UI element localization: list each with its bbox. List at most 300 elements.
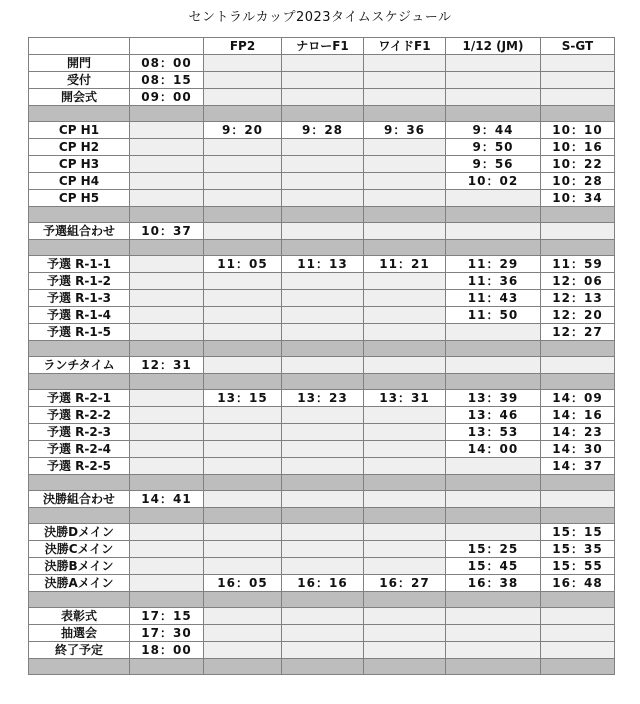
empty-cell [130, 390, 204, 407]
separator-cell [282, 508, 364, 524]
empty-cell [282, 273, 364, 290]
time-cell: 12：20 [541, 307, 615, 324]
empty-cell [541, 642, 615, 659]
time-cell: 10：02 [446, 173, 541, 190]
empty-cell [130, 575, 204, 592]
separator-cell [364, 106, 446, 122]
time-cell: 11：21 [364, 256, 446, 273]
separator-cell [282, 592, 364, 608]
time-cell: 11：50 [446, 307, 541, 324]
time-cell: 12：27 [541, 324, 615, 341]
separator-cell [364, 592, 446, 608]
empty-cell [130, 324, 204, 341]
empty-cell [446, 458, 541, 475]
separator-row [29, 207, 615, 223]
event-label: CP H2 [29, 139, 130, 156]
column-header: S-GT [541, 38, 615, 55]
time-cell: 13：31 [364, 390, 446, 407]
separator-cell [541, 592, 615, 608]
separator-cell [282, 240, 364, 256]
time-cell: 14：30 [541, 441, 615, 458]
separator-row [29, 592, 615, 608]
separator-cell [29, 659, 130, 675]
empty-cell [364, 407, 446, 424]
empty-cell [204, 642, 282, 659]
table-row [29, 491, 615, 508]
empty-cell [130, 424, 204, 441]
time-cell: 10：28 [541, 173, 615, 190]
column-header: ナローF1 [282, 38, 364, 55]
table-row [29, 407, 615, 424]
empty-cell [282, 173, 364, 190]
separator-cell [446, 207, 541, 223]
time-cell: 12：13 [541, 290, 615, 307]
separator-cell [29, 508, 130, 524]
empty-cell [446, 524, 541, 541]
separator-cell [130, 341, 204, 357]
time-cell: 16：05 [204, 575, 282, 592]
time-cell: 11：13 [282, 256, 364, 273]
schedule-body [29, 55, 615, 675]
table-row [29, 256, 615, 273]
empty-cell [130, 122, 204, 139]
separator-cell [282, 106, 364, 122]
event-label: CP H4 [29, 173, 130, 190]
separator-cell [446, 508, 541, 524]
empty-cell [282, 608, 364, 625]
empty-cell [204, 324, 282, 341]
empty-cell [204, 273, 282, 290]
empty-cell [282, 223, 364, 240]
empty-cell [130, 139, 204, 156]
time-cell: 10：37 [130, 223, 204, 240]
empty-cell [446, 223, 541, 240]
empty-cell [282, 190, 364, 207]
event-label: 開会式 [29, 89, 130, 106]
header-blank-cell [29, 38, 130, 55]
separator-cell [364, 341, 446, 357]
separator-cell [282, 659, 364, 675]
empty-cell [364, 307, 446, 324]
time-cell: 08：00 [130, 55, 204, 72]
separator-cell [204, 475, 282, 491]
empty-cell [541, 55, 615, 72]
separator-cell [204, 341, 282, 357]
empty-cell [364, 173, 446, 190]
table-row [29, 458, 615, 475]
separator-cell [204, 240, 282, 256]
separator-cell [364, 659, 446, 675]
separator-cell [364, 207, 446, 223]
separator-cell [29, 106, 130, 122]
empty-cell [282, 458, 364, 475]
separator-cell [204, 106, 282, 122]
separator-row [29, 659, 615, 675]
time-cell: 16：38 [446, 575, 541, 592]
empty-cell [130, 524, 204, 541]
event-label: 決勝Aメイン [29, 575, 130, 592]
table-row [29, 156, 615, 173]
separator-row [29, 240, 615, 256]
time-cell: 17：15 [130, 608, 204, 625]
empty-cell [204, 72, 282, 89]
event-label: 決勝組合わせ [29, 491, 130, 508]
empty-cell [541, 223, 615, 240]
time-cell: 10：22 [541, 156, 615, 173]
empty-cell [130, 273, 204, 290]
empty-cell [364, 273, 446, 290]
empty-cell [130, 541, 204, 558]
empty-cell [446, 491, 541, 508]
separator-cell [446, 592, 541, 608]
time-cell: 14：00 [446, 441, 541, 458]
time-cell: 13：46 [446, 407, 541, 424]
table-row [29, 139, 615, 156]
table-row [29, 575, 615, 592]
empty-cell [446, 55, 541, 72]
empty-cell [282, 642, 364, 659]
time-cell: 9：44 [446, 122, 541, 139]
table-row [29, 223, 615, 240]
time-cell: 14：41 [130, 491, 204, 508]
separator-cell [364, 508, 446, 524]
table-row [29, 524, 615, 541]
separator-cell [541, 475, 615, 491]
separator-cell [29, 475, 130, 491]
empty-cell [282, 290, 364, 307]
empty-cell [282, 441, 364, 458]
separator-cell [29, 341, 130, 357]
empty-cell [446, 608, 541, 625]
empty-cell [282, 139, 364, 156]
separator-cell [446, 341, 541, 357]
table-row [29, 173, 615, 190]
separator-cell [364, 475, 446, 491]
table-row [29, 441, 615, 458]
empty-cell [204, 424, 282, 441]
separator-cell [282, 374, 364, 390]
empty-cell [364, 441, 446, 458]
empty-cell [364, 156, 446, 173]
separator-cell [364, 240, 446, 256]
empty-cell [364, 89, 446, 106]
separator-cell [541, 659, 615, 675]
empty-cell [282, 156, 364, 173]
separator-cell [282, 207, 364, 223]
separator-row [29, 341, 615, 357]
empty-cell [204, 558, 282, 575]
separator-cell [29, 592, 130, 608]
empty-cell [130, 156, 204, 173]
separator-row [29, 508, 615, 524]
time-cell: 13：39 [446, 390, 541, 407]
table-row [29, 608, 615, 625]
empty-cell [364, 223, 446, 240]
time-cell: 10：34 [541, 190, 615, 207]
time-cell: 09：00 [130, 89, 204, 106]
table-row [29, 390, 615, 407]
time-cell: 15：55 [541, 558, 615, 575]
event-label: 受付 [29, 72, 130, 89]
separator-row [29, 475, 615, 491]
time-cell: 9：20 [204, 122, 282, 139]
table-row [29, 541, 615, 558]
empty-cell [364, 424, 446, 441]
empty-cell [446, 625, 541, 642]
table-row [29, 357, 615, 374]
event-label: 決勝Cメイン [29, 541, 130, 558]
empty-cell [204, 89, 282, 106]
table-row [29, 72, 615, 89]
table-row [29, 89, 615, 106]
time-cell: 11：36 [446, 273, 541, 290]
table-row [29, 273, 615, 290]
separator-cell [446, 240, 541, 256]
separator-cell [541, 374, 615, 390]
empty-cell [282, 558, 364, 575]
time-cell: 16：16 [282, 575, 364, 592]
time-cell: 14：23 [541, 424, 615, 441]
empty-cell [364, 642, 446, 659]
separator-cell [446, 106, 541, 122]
event-label: 終了予定 [29, 642, 130, 659]
separator-cell [204, 592, 282, 608]
table-row [29, 290, 615, 307]
empty-cell [364, 139, 446, 156]
empty-cell [446, 324, 541, 341]
time-cell: 15：15 [541, 524, 615, 541]
separator-cell [282, 341, 364, 357]
empty-cell [130, 256, 204, 273]
empty-cell [364, 324, 446, 341]
separator-cell [130, 659, 204, 675]
event-label: 表彰式 [29, 608, 130, 625]
time-cell: 15：25 [446, 541, 541, 558]
empty-cell [204, 156, 282, 173]
empty-cell [204, 407, 282, 424]
time-cell: 17：30 [130, 625, 204, 642]
empty-cell [204, 223, 282, 240]
separator-cell [130, 106, 204, 122]
empty-cell [282, 324, 364, 341]
empty-cell [364, 625, 446, 642]
event-label: 予選 R-1-5 [29, 324, 130, 341]
empty-cell [541, 491, 615, 508]
empty-cell [364, 524, 446, 541]
empty-cell [204, 491, 282, 508]
table-row [29, 190, 615, 207]
table-row [29, 625, 615, 642]
separator-cell [446, 659, 541, 675]
separator-cell [541, 240, 615, 256]
separator-cell [541, 341, 615, 357]
empty-cell [364, 55, 446, 72]
time-cell: 11：05 [204, 256, 282, 273]
event-label: 予選 R-2-1 [29, 390, 130, 407]
empty-cell [364, 458, 446, 475]
empty-cell [204, 441, 282, 458]
empty-cell [541, 357, 615, 374]
separator-cell [29, 374, 130, 390]
table-row [29, 424, 615, 441]
table-row [29, 55, 615, 72]
column-header: FP2 [204, 38, 282, 55]
separator-cell [204, 374, 282, 390]
empty-cell [204, 608, 282, 625]
time-cell: 16：48 [541, 575, 615, 592]
empty-cell [541, 625, 615, 642]
separator-cell [130, 240, 204, 256]
empty-cell [282, 55, 364, 72]
time-cell: 08：15 [130, 72, 204, 89]
time-cell: 14：09 [541, 390, 615, 407]
time-cell: 10：16 [541, 139, 615, 156]
header-blank-cell [130, 38, 204, 55]
empty-cell [446, 642, 541, 659]
time-cell: 13：15 [204, 390, 282, 407]
empty-cell [130, 190, 204, 207]
empty-cell [282, 524, 364, 541]
time-cell: 9：36 [364, 122, 446, 139]
event-label: 予選 R-1-2 [29, 273, 130, 290]
page-title: セントラルカップ2023タイムスケジュール [188, 10, 452, 25]
separator-cell [446, 475, 541, 491]
empty-cell [130, 290, 204, 307]
time-cell: 11：29 [446, 256, 541, 273]
empty-cell [282, 72, 364, 89]
event-label: 抽選会 [29, 625, 130, 642]
empty-cell [282, 625, 364, 642]
empty-cell [130, 173, 204, 190]
empty-cell [204, 524, 282, 541]
empty-cell [204, 307, 282, 324]
separator-cell [204, 207, 282, 223]
empty-cell [204, 290, 282, 307]
empty-cell [364, 558, 446, 575]
empty-cell [446, 72, 541, 89]
separator-cell [364, 374, 446, 390]
event-label: 予選 R-1-4 [29, 307, 130, 324]
separator-cell [541, 508, 615, 524]
empty-cell [204, 173, 282, 190]
empty-cell [364, 190, 446, 207]
separator-cell [130, 508, 204, 524]
separator-cell [29, 240, 130, 256]
time-cell: 11：59 [541, 256, 615, 273]
empty-cell [282, 491, 364, 508]
empty-cell [541, 608, 615, 625]
event-label: 開門 [29, 55, 130, 72]
time-cell: 15：45 [446, 558, 541, 575]
empty-cell [364, 357, 446, 374]
empty-cell [130, 558, 204, 575]
event-label: 予選組合わせ [29, 223, 130, 240]
time-cell: 18：00 [130, 642, 204, 659]
empty-cell [204, 139, 282, 156]
event-label: 決勝Dメイン [29, 524, 130, 541]
time-cell: 9：56 [446, 156, 541, 173]
time-cell: 10：10 [541, 122, 615, 139]
event-label: ランチタイム [29, 357, 130, 374]
time-cell: 12：31 [130, 357, 204, 374]
separator-cell [130, 592, 204, 608]
table-row [29, 122, 615, 139]
empty-cell [204, 625, 282, 642]
time-cell: 9：28 [282, 122, 364, 139]
time-cell: 14：16 [541, 407, 615, 424]
table-row [29, 642, 615, 659]
separator-cell [204, 508, 282, 524]
empty-cell [364, 608, 446, 625]
empty-cell [130, 307, 204, 324]
time-cell: 13：53 [446, 424, 541, 441]
event-label: 予選 R-1-3 [29, 290, 130, 307]
separator-cell [130, 207, 204, 223]
event-label: CP H1 [29, 122, 130, 139]
schedule-table [28, 37, 615, 675]
separator-cell [130, 475, 204, 491]
time-cell: 15：35 [541, 541, 615, 558]
empty-cell [364, 290, 446, 307]
empty-cell [541, 72, 615, 89]
separator-cell [541, 106, 615, 122]
header-row [29, 38, 615, 55]
time-cell: 12：06 [541, 273, 615, 290]
event-label: 予選 R-1-1 [29, 256, 130, 273]
event-label: CP H5 [29, 190, 130, 207]
empty-cell [446, 357, 541, 374]
empty-cell [204, 541, 282, 558]
empty-cell [282, 541, 364, 558]
column-header: ワイドF1 [364, 38, 446, 55]
event-label: 予選 R-2-4 [29, 441, 130, 458]
separator-cell [29, 207, 130, 223]
empty-cell [204, 357, 282, 374]
empty-cell [446, 89, 541, 106]
empty-cell [204, 190, 282, 207]
empty-cell [130, 441, 204, 458]
empty-cell [204, 55, 282, 72]
empty-cell [282, 307, 364, 324]
column-header: 1/12 (JM) [446, 38, 541, 55]
time-cell: 11：43 [446, 290, 541, 307]
event-label: 予選 R-2-5 [29, 458, 130, 475]
table-row [29, 324, 615, 341]
separator-cell [130, 374, 204, 390]
empty-cell [446, 190, 541, 207]
empty-cell [364, 491, 446, 508]
separator-cell [446, 374, 541, 390]
event-label: 予選 R-2-3 [29, 424, 130, 441]
event-label: CP H3 [29, 156, 130, 173]
time-cell: 16：27 [364, 575, 446, 592]
empty-cell [282, 89, 364, 106]
empty-cell [282, 407, 364, 424]
empty-cell [282, 424, 364, 441]
time-cell: 14：37 [541, 458, 615, 475]
table-row [29, 307, 615, 324]
event-label: 決勝Bメイン [29, 558, 130, 575]
separator-cell [282, 475, 364, 491]
separator-row [29, 374, 615, 390]
time-cell: 9：50 [446, 139, 541, 156]
time-cell: 13：23 [282, 390, 364, 407]
empty-cell [282, 357, 364, 374]
empty-cell [364, 541, 446, 558]
empty-cell [130, 407, 204, 424]
empty-cell [204, 458, 282, 475]
event-label: 予選 R-2-2 [29, 407, 130, 424]
